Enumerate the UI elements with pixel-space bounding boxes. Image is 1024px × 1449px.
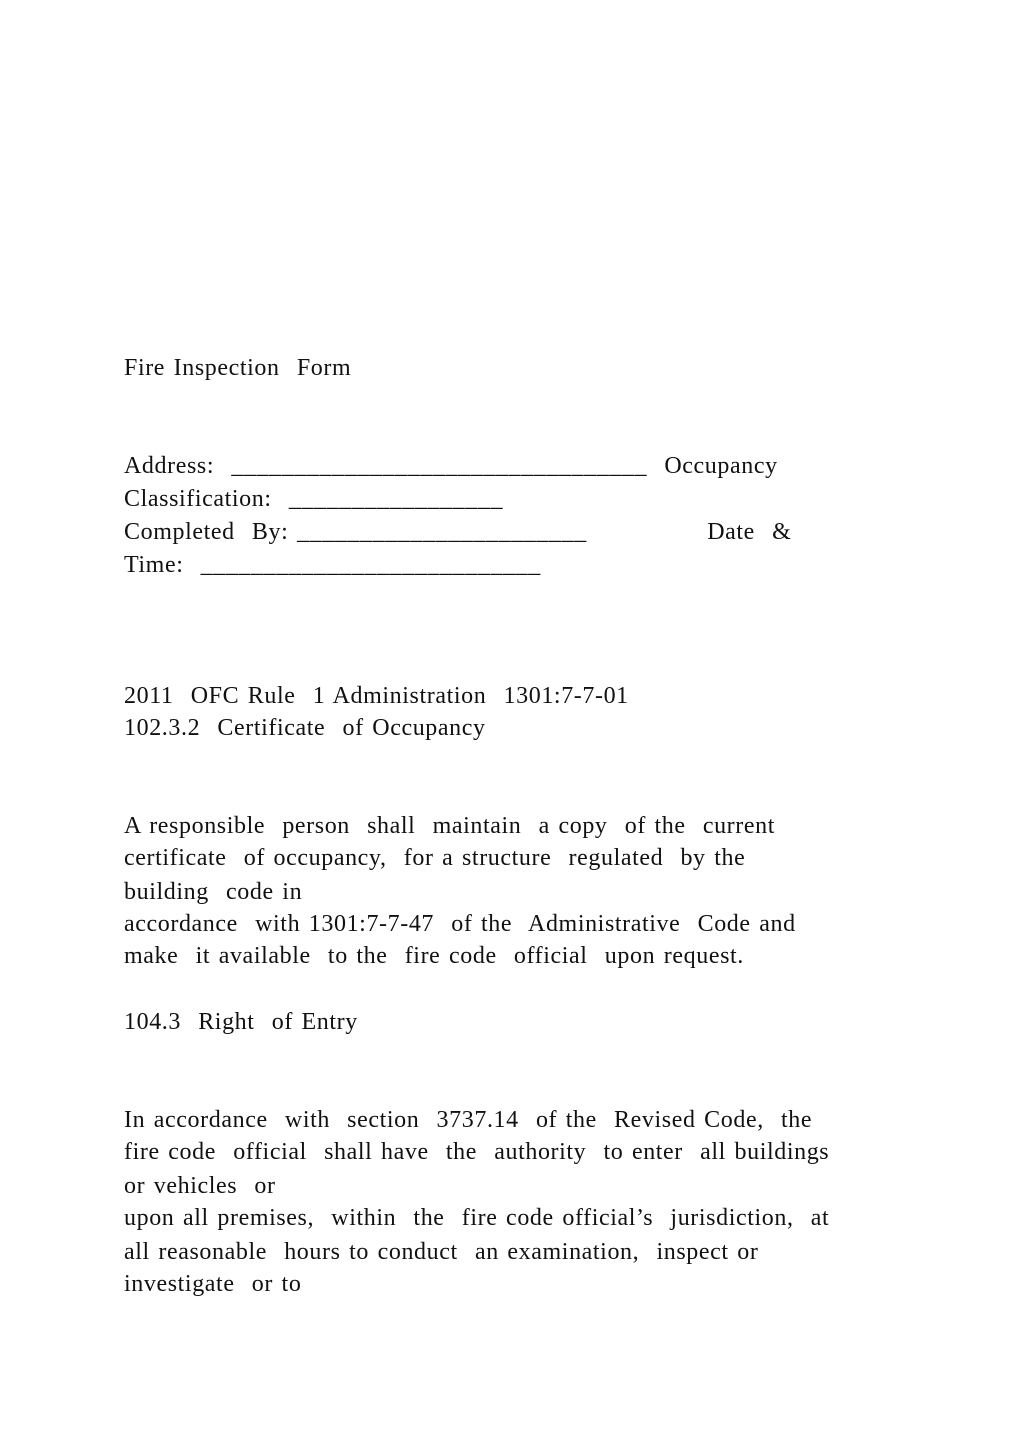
form-title: Fire Inspection Form bbox=[124, 355, 352, 381]
rule-heading: 2011 OFC Rule 1 Administration 1301:7-7-01 bbox=[124, 683, 629, 709]
time-line: Time: ___________________________ bbox=[124, 552, 541, 578]
completed-by-date-line: Completed By: _______________________ Date & bbox=[124, 519, 792, 545]
paragraph-2-line-1: In accordance with section 3737.14 of the Revised Code, the bbox=[124, 1107, 813, 1133]
address-occupancy-line: Address: _________________________________ Occupancy bbox=[124, 453, 778, 479]
paragraph-2-line-6: investigate or to bbox=[124, 1271, 302, 1297]
section-heading-102-3-2: 102.3.2 Certificate of Occupancy bbox=[124, 715, 486, 741]
paragraph-1-line-5: make it available to the fire code official upon request. bbox=[124, 943, 744, 969]
paragraph-2-line-5: all reasonable hours to conduct an examination, inspect or bbox=[124, 1239, 759, 1265]
paragraph-2-line-2: fire code official shall have the authority to enter all buildings bbox=[124, 1139, 830, 1165]
classification-line: Classification: _________________ bbox=[124, 486, 504, 512]
section-heading-104-3: 104.3 Right of Entry bbox=[124, 1009, 358, 1035]
paragraph-1-line-1: A responsible person shall maintain a copy of the current bbox=[124, 813, 775, 839]
paragraph-1-line-3: building code in bbox=[124, 879, 303, 905]
paragraph-1-line-2: certificate of occupancy, for a structure regulated by the bbox=[124, 845, 746, 871]
paragraph-2-line-3: or vehicles or bbox=[124, 1173, 276, 1199]
paragraph-2-line-4: upon all premises, within the fire code official’s jurisdiction, at bbox=[124, 1205, 830, 1231]
paragraph-1-line-4: accordance with 1301:7-7-47 of the Administrative Code and bbox=[124, 911, 796, 937]
